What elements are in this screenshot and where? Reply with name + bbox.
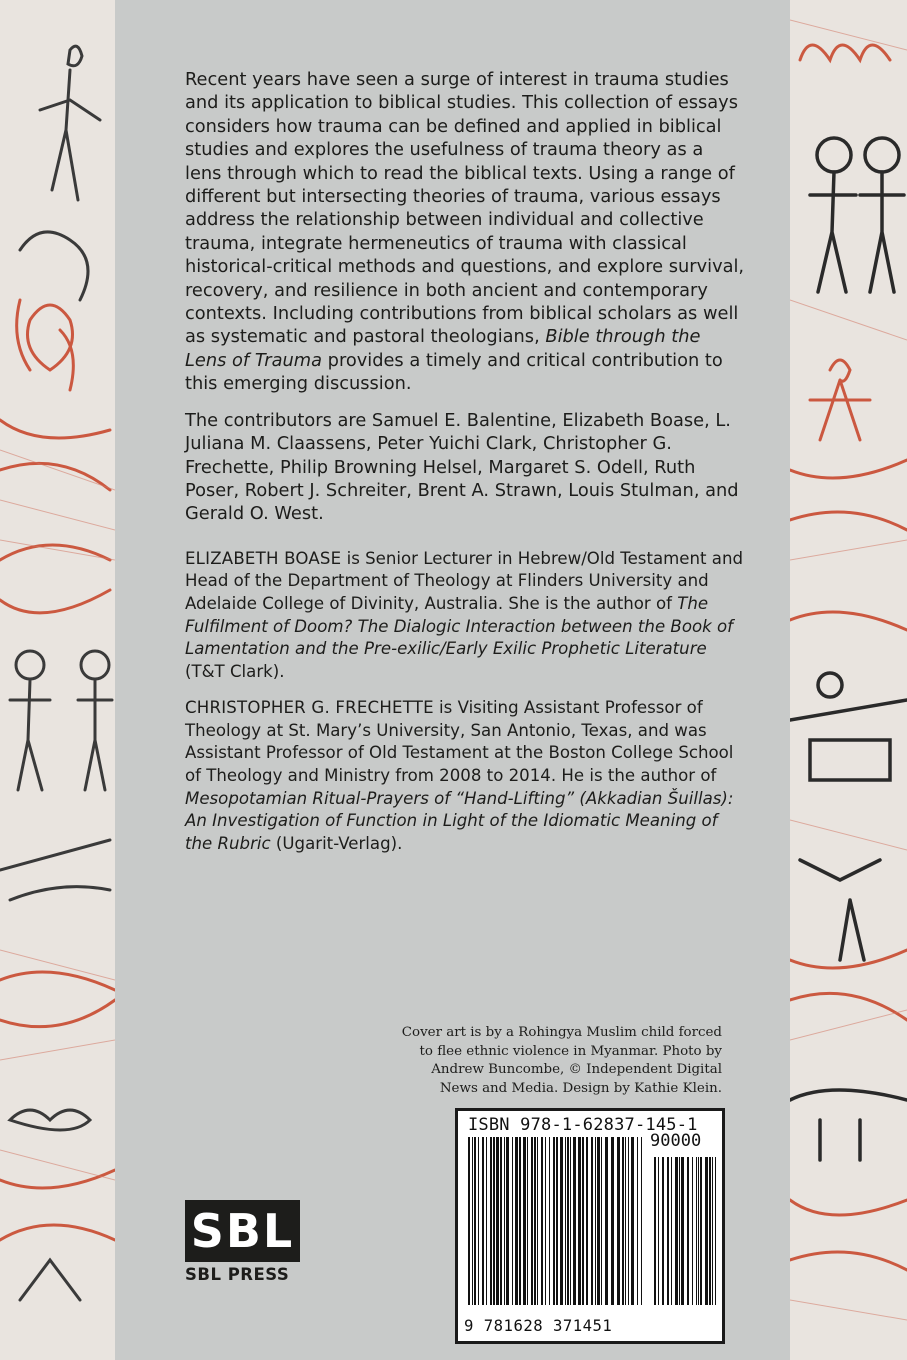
barcode-bar <box>578 1137 581 1305</box>
barcode-bar <box>605 1137 608 1305</box>
author-name: ELIZABETH BOASE <box>185 548 342 568</box>
barcode-bar <box>637 1137 638 1305</box>
credits-line: to flee ethnic violence in Myanmar. Photo by <box>419 1043 722 1059</box>
barcode-bar <box>658 1157 659 1305</box>
barcode-bar <box>687 1157 689 1305</box>
author-bio-text: is Visiting Assistant Professor of Theology at St. Mary’s University, San Antonio, Texas, and was Assistant Professor of Old Testament at the Boston College School of Theology and Ministry from 2008 to 2014. He is the author of <box>185 698 734 786</box>
barcode-bar <box>515 1137 518 1305</box>
barcode-bar <box>519 1137 521 1305</box>
barcode-bar <box>474 1137 476 1305</box>
child-drawing-right <box>790 0 907 1360</box>
barcode-bar <box>556 1137 558 1305</box>
barcode-bar <box>496 1137 499 1305</box>
credits-line: News and Media. Design by Kathie Klein. <box>439 1080 722 1096</box>
barcode-bar <box>573 1137 576 1305</box>
barcode-bar <box>570 1137 571 1305</box>
barcode-bar <box>601 1137 602 1305</box>
barcode-bar <box>700 1157 702 1305</box>
book-title: Bible through the Lens of Trauma <box>185 326 701 371</box>
barcode-bar <box>709 1157 711 1305</box>
author-bio-text: is Senior Lecturer in Hebrew/Old Testament and Head of the Department of Theology at Flinders University and Adelaide College of Divinity, Australia. She is the author of <box>185 548 744 613</box>
barcode-bar <box>560 1137 563 1305</box>
barcode-bar <box>472 1137 473 1305</box>
barcode-bar <box>675 1157 678 1305</box>
barcode-bar <box>715 1157 716 1305</box>
barcode-bar <box>490 1137 492 1305</box>
barcode-bar <box>662 1157 664 1305</box>
author-bio-end: (Ugarit-Verlag). <box>270 833 403 853</box>
barcode-bar <box>705 1157 708 1305</box>
barcode-bar <box>537 1137 538 1305</box>
description-paragraph <box>185 68 745 396</box>
credits-line: Cover art is by a Rohingya Muslim child forced <box>401 1025 722 1040</box>
sbl-press-logo <box>185 1200 300 1284</box>
barcode-bar <box>523 1137 526 1305</box>
barcode-bars <box>468 1137 718 1317</box>
barcode-bar <box>586 1137 588 1305</box>
barcode-bar <box>654 1157 656 1305</box>
ean-number: 9 781628 371451 <box>464 1317 664 1335</box>
contributors-paragraph: The contributors are Samuel E. Balentine, Elizabeth Boase, L. Juliana M. Claassens, Peter Yuichi Clark, Christopher G. Frechette, Philip Browning Helsel, Margaret S. Odell, Ruth Poser, Robert J. Schreiter, Brent A. Strawn, Louis Stulman, and Gerald O. West. <box>185 409 739 525</box>
barcode-bar <box>712 1157 713 1305</box>
barcode-bar <box>493 1137 495 1305</box>
barcode-bar <box>478 1137 479 1305</box>
cover-credits <box>380 1024 722 1098</box>
barcode-bar <box>625 1137 626 1305</box>
barcode-bar <box>504 1137 505 1305</box>
barcode-bar <box>628 1137 629 1305</box>
isbn-label: ISBN 978-1-62837-145-1 <box>468 1115 698 1135</box>
barcode-bar <box>582 1137 584 1305</box>
barcode-bar <box>671 1157 672 1305</box>
author-name: CHRISTOPHER G. FRECHETTE <box>185 698 434 718</box>
barcode-bar <box>631 1137 634 1305</box>
barcode-bar <box>698 1157 699 1305</box>
barcode-bar <box>512 1137 513 1305</box>
barcode-bar <box>681 1157 684 1305</box>
barcode-bar <box>597 1137 600 1305</box>
barcode-bar <box>541 1137 543 1305</box>
author-book-title: The Fulfilment of Doom? The Dialogic Interaction between the Book of Lamentation and the Pre-exilic/Early Exilic Prophetic Literature <box>185 593 733 659</box>
child-drawing-left <box>0 0 115 1360</box>
price-addon: 90000 <box>650 1131 702 1151</box>
logo-letters: SBL <box>190 1204 295 1258</box>
blurb-content <box>185 68 745 855</box>
credits-line: Andrew Buncombe, © Independent Digital <box>431 1062 722 1078</box>
barcode-bar <box>506 1137 509 1305</box>
barcode-bar <box>527 1137 528 1305</box>
barcode-bar <box>534 1137 536 1305</box>
publisher-name: SBL PRESS <box>185 1265 290 1284</box>
barcode-bar <box>486 1137 487 1305</box>
isbn-barcode <box>455 1108 725 1344</box>
description-text: Recent years have seen a surge of interest in trauma studies and its application to biblical studies. This collection of essays considers how trauma can be defined and applied in biblical studies and explores the usefulness of trauma theory as a lens through which to read the biblical texts. Using a range of different but intersecting theories of trauma, various essays address the relationship between individual and collective trauma, integrate hermeneutics of trauma with classical historical-critical methods and questions, and explore survival, recovery, and resilience in both ancient and contemporary contexts. Including contributions from biblical scholars as well as systematic and pastoral theologians, <box>185 69 745 348</box>
barcode-bar <box>482 1137 484 1305</box>
barcode-bar <box>611 1137 614 1305</box>
barcode-bar <box>595 1137 596 1305</box>
barcode-bar <box>553 1137 555 1305</box>
cover-art-left <box>0 0 115 1360</box>
barcode-bar <box>545 1137 546 1305</box>
barcode-bar <box>667 1157 669 1305</box>
sbl-logo-mark <box>185 1200 300 1262</box>
author-bio-end: (T&T Clark). <box>185 661 285 681</box>
barcode-bar <box>696 1157 697 1305</box>
barcode-bar <box>617 1137 620 1305</box>
description-text-end: provides a timely and critical contribution to this emerging discussion. <box>185 349 723 395</box>
barcode-bar <box>692 1157 693 1305</box>
barcode-bar <box>531 1137 533 1305</box>
barcode-bar <box>567 1137 569 1305</box>
author-bio-frechette <box>185 697 745 855</box>
barcode-bar <box>565 1137 566 1305</box>
barcode-bar <box>622 1137 624 1305</box>
cover-art-right <box>790 0 907 1360</box>
barcode-bar <box>468 1137 470 1305</box>
author-bio-boase <box>185 548 745 684</box>
barcode-bar <box>500 1137 502 1305</box>
barcode-bar <box>641 1137 642 1305</box>
barcode-bar <box>549 1137 550 1305</box>
back-cover-panel <box>115 0 790 1360</box>
barcode-bar <box>679 1157 680 1305</box>
barcode-bar <box>591 1137 593 1305</box>
author-book-title: Mesopotamian Ritual-Prayers of “Hand-Lifting” (Akkadian Šuillas): An Investigation of Function in Light of the Idiomatic Meaning of the Rubric <box>185 788 734 853</box>
